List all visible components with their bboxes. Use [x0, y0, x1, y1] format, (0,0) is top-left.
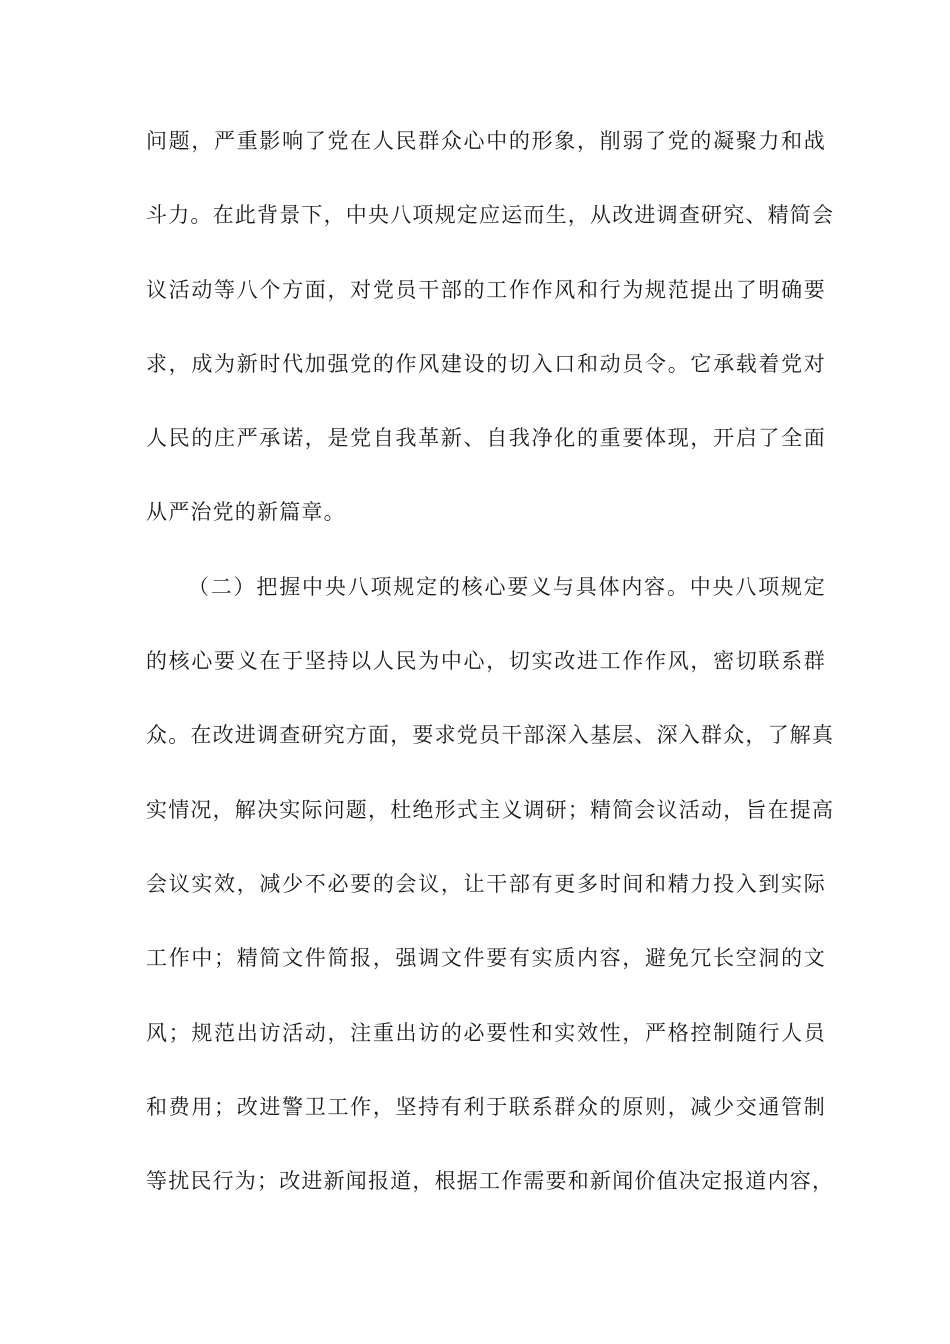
text-line-9: 众。在改进调查研究方面，要求党员干部深入基层、深入群众，了解真 [146, 723, 835, 748]
text-line-14: 和费用；改进警卫工作，坚持有利于联系群众的原则，减少交通管制 [146, 1094, 826, 1119]
text-line-8: 的核心要义在于坚持以人民为中心，切实改进工作作风，密切联系群 [146, 649, 826, 674]
text-line-10: 实情况，解决实际问题，杜绝形式主义调研；精简会议活动，旨在提高 [146, 797, 835, 822]
text-line-15: 等扰民行为；改进新闻报道，根据工作需要和新闻价值决定报道内容， [146, 1169, 835, 1194]
text-line-6: 从严治党的新篇章。 [146, 500, 346, 525]
text-line-5: 人民的庄严承诺，是党自我革新、自我净化的重要体现，开启了全面 [146, 426, 826, 451]
text-line-1: 问题，严重影响了党在人民群众心中的形象，削弱了党的凝聚力和战 [146, 129, 826, 153]
text-line-3: 议活动等八个方面，对党员干部的工作作风和行为规范提出了明确要 [146, 277, 826, 302]
text-line-12: 工作中；精简文件简报，强调文件要有实质内容，避免冗长空洞的文 [146, 946, 826, 971]
text-line-11: 会议实效，减少不必要的会议，让干部有更多时间和精力投入到实际 [146, 871, 826, 896]
text-line-13: 风；规范出访活动，注重出访的必要性和实效性，严格控制随行人员 [146, 1020, 826, 1045]
text-line-2: 斗力。在此背景下，中央八项规定应运而生，从改进调查研究、精简会 [146, 203, 835, 228]
body-text [146, 121, 835, 1235]
text-line-4: 求，成为新时代加强党的作风建设的切入口和动员令。它承载着党对 [146, 351, 826, 376]
section-heading-line: （二）把握中央八项规定的核心要义与具体内容。中央八项规定 [188, 574, 826, 599]
